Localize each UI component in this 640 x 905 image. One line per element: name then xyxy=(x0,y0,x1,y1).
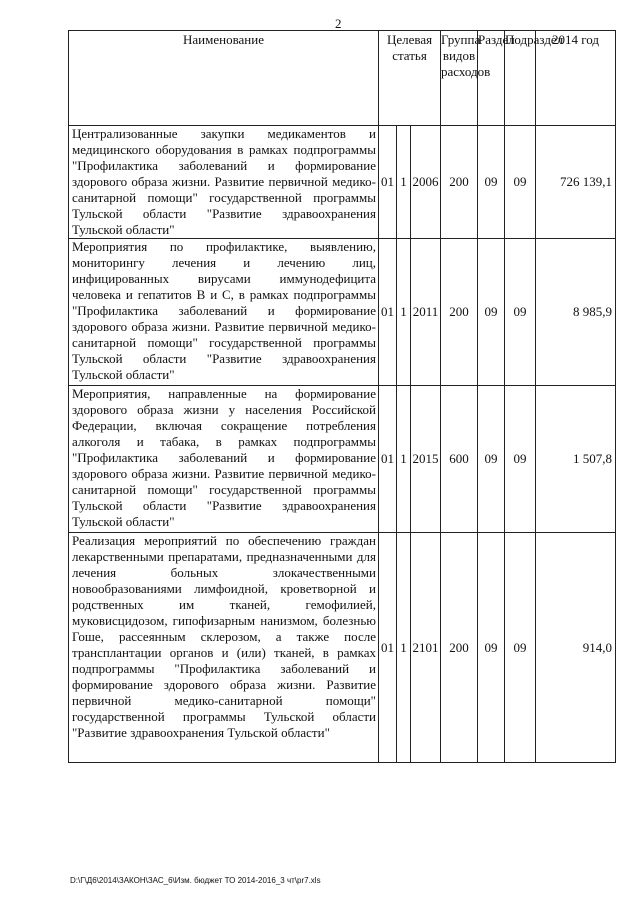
budget-table xyxy=(68,30,616,763)
row-name: Мероприятия по профилактике, выявлению, мониторингу лечения и лечению лиц, инфицированных вирусами иммунодефицита человека и гепатитов В и С, в рамках подпрограммы "Профилактика заболеваний и формирование здорового образа жизни. Развитие первичной медико-санитарной помощи" государственной программы Тульской области "Развитие здравоохранения Тульской области" xyxy=(69,239,379,386)
row-code1: 01 xyxy=(379,386,397,533)
row-subsection: 09 xyxy=(505,533,536,763)
row-section: 09 xyxy=(478,126,505,239)
page-number: 2 xyxy=(335,16,342,31)
row-subsection: 09 xyxy=(505,386,536,533)
row-amount: 8 985,9 xyxy=(536,239,616,386)
table-row xyxy=(69,386,616,533)
row-code1: 01 xyxy=(379,239,397,386)
row-section: 09 xyxy=(478,533,505,763)
row-code2: 1 xyxy=(397,239,411,386)
row-section: 09 xyxy=(478,239,505,386)
row-name: Централизованные закупки медикаментов и медицинского оборудования в рамках подпрограммы "Профилактика заболеваний и формирование здорового образа жизни. Развитие первичной медико-санитарной помощи" государственной программы Тульской области "Развитие здравоохранения Тульской области" xyxy=(69,126,379,239)
row-group: 200 xyxy=(441,126,478,239)
row-code3: 2006 xyxy=(411,126,441,239)
header-expense-group: Группа видов расходов xyxy=(441,31,478,126)
row-code3: 2011 xyxy=(411,239,441,386)
row-code3: 2101 xyxy=(411,533,441,763)
row-subsection: 09 xyxy=(505,239,536,386)
row-name: Реализация мероприятий по обеспечению граждан лекарственными препаратами, предназначенными для лечения больных злокачественными новообразованиями лимфоидной, кроветворной и родственных им тканей, гемофилией, муковисцидозом, гипофизарным нанизмом, болезнью Гоше, рассеянным склерозом, а также после трансплантации органов и (или) тканей, в рамках подпрограммы "Профилактика заболеваний и формирование здорового образа жизни. Развитие первичной медико-санитарной помощи" государственной программы Тульской области "Развитие здравоохранения Тульской области" xyxy=(69,533,379,763)
table-row xyxy=(69,126,616,239)
row-code1: 01 xyxy=(379,126,397,239)
table-row xyxy=(69,533,616,763)
row-code3: 2015 xyxy=(411,386,441,533)
table-row xyxy=(69,239,616,386)
row-group: 600 xyxy=(441,386,478,533)
row-group: 200 xyxy=(441,239,478,386)
header-year: 2014 год xyxy=(536,31,616,126)
row-code1: 01 xyxy=(379,533,397,763)
header-section: Раздел xyxy=(478,31,505,126)
header-name: Наименование xyxy=(69,31,379,126)
header-target-article: Целевая статья xyxy=(379,31,441,126)
row-subsection: 09 xyxy=(505,126,536,239)
row-amount: 914,0 xyxy=(536,533,616,763)
row-code2: 1 xyxy=(397,533,411,763)
row-section: 09 xyxy=(478,386,505,533)
header-subsection: Подраздел xyxy=(505,31,536,126)
row-code2: 1 xyxy=(397,386,411,533)
row-group: 200 xyxy=(441,533,478,763)
table-header-row xyxy=(69,31,616,126)
row-name: Мероприятия, направленные на формирование здорового образа жизни у населения Российской Федерации, включая сокращение потребления алкоголя и табака, в рамках подпрограммы "Профилактика заболеваний и формирование здорового образа жизни. Развитие первичной медико-санитарной помощи" государственной программы Тульской области "Развитие здравоохранения Тульской области" xyxy=(69,386,379,533)
row-amount: 1 507,8 xyxy=(536,386,616,533)
footer-file-path: D:\Г\Д6\2014\ЗАКОН\ЗАС_6\Изм. бюджет ТО 2014-2016_3 чт\pr7.xls xyxy=(70,876,321,885)
row-amount: 726 139,1 xyxy=(536,126,616,239)
row-code2: 1 xyxy=(397,126,411,239)
